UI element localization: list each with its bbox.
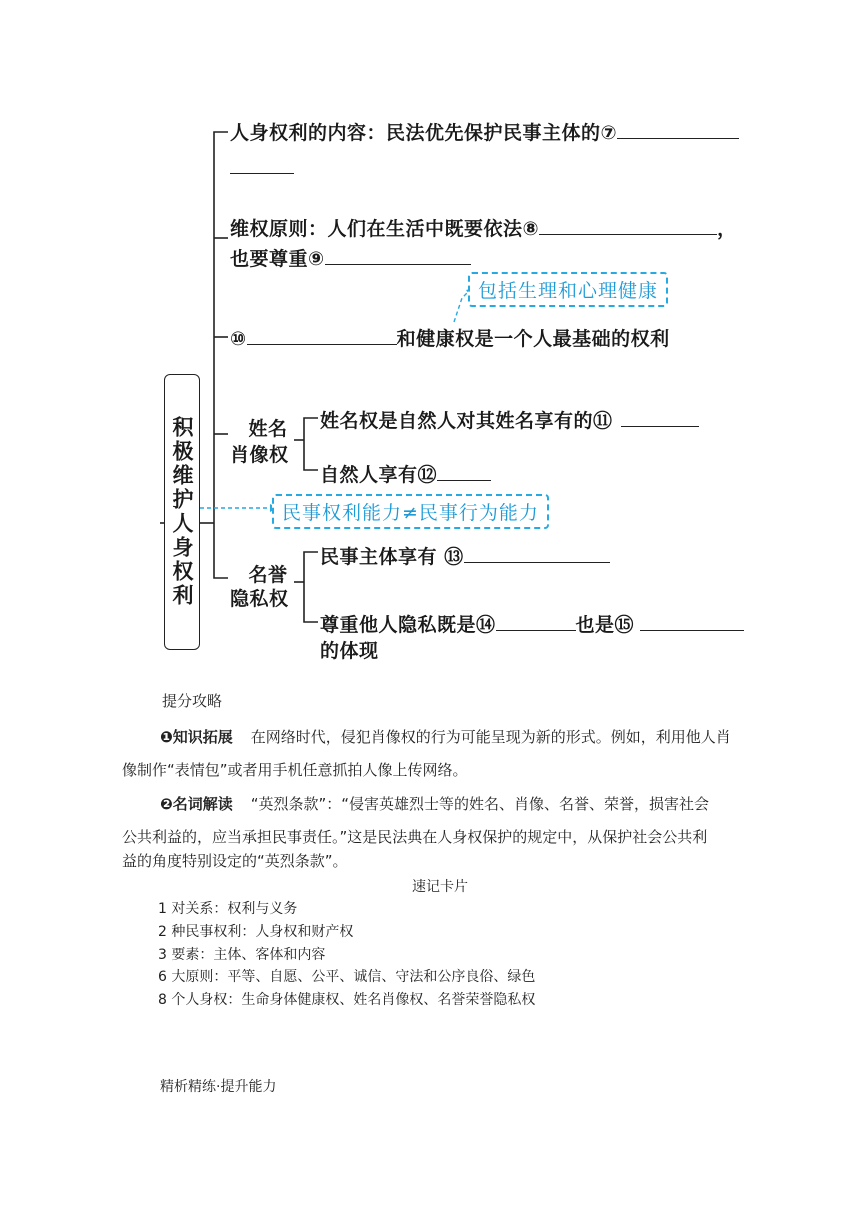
answer-blank-7[interactable] xyxy=(617,137,739,139)
note-health-definition: 包括生理和心理健康 xyxy=(468,272,668,307)
branch-rights-principle-line2: 也要尊重⑨ xyxy=(230,244,471,271)
section-heading-practice: 精析精练·提升能力 xyxy=(160,1079,277,1095)
item-privacy-respect: 尊重他人隐私既是⑭ 也是⑮ xyxy=(320,610,744,637)
answer-blank-10[interactable] xyxy=(247,343,397,345)
answer-blank-8[interactable] xyxy=(539,233,717,235)
label-name-portrait-1: 姓名 xyxy=(248,418,288,440)
label-reputation-privacy-2: 隐私权 xyxy=(230,588,289,610)
tip-term-explanation-line3: 益的角度特别设定的“英烈条款”。 xyxy=(122,852,348,870)
item-portrait-right: 自然人享有⑫ xyxy=(320,460,491,487)
answer-blank-14[interactable] xyxy=(496,629,576,631)
answer-blank-13[interactable] xyxy=(464,561,610,563)
tip-knowledge-extension-line2: 像制作“表情包”或者用手机任意抓拍人像上传网络。 xyxy=(122,761,468,779)
memory-card-line: 8 个人身权：生命身体健康权、姓名肖像权、名誉荣誉隐私权 xyxy=(158,992,536,1008)
label-name-portrait-2: 肖像权 xyxy=(230,444,289,466)
memory-card-line: 1 对关系：权利与义务 xyxy=(158,901,298,917)
note-civil-capacity: 民事权利能力≠民事行为能力 xyxy=(272,494,549,529)
tips-heading: 提分攻略 xyxy=(162,692,223,710)
answer-blank-11[interactable] xyxy=(621,425,699,427)
answer-blank-7-continued[interactable] xyxy=(230,172,294,174)
answer-blank-12[interactable] xyxy=(437,479,491,481)
answer-blank-9[interactable] xyxy=(325,263,471,265)
branch-life-health: ⑩ 和健康权是一个人最基础的权利 xyxy=(230,328,670,350)
item-privacy-respect-line2: 的体现 xyxy=(320,640,379,662)
memory-card-line: 6 大原则：平等、自愿、公平、诚信、守法和公序良俗、绿色 xyxy=(158,969,536,985)
memory-card-title: 速记卡片 xyxy=(412,879,468,895)
memory-card-line: 3 要素：主体、客体和内容 xyxy=(158,947,326,963)
tip-term-explanation-line2: 公共利益的，应当承担民事责任。”这是民法典在人身权保护的规定中，从保护社会公共利 xyxy=(122,828,708,846)
mindmap-root-title: 积极维护人身权利 xyxy=(164,374,200,650)
item-reputation-right: 民事主体享有 ⑬ xyxy=(320,542,610,569)
item-name-right: 姓名权是自然人对其姓名享有的⑪ xyxy=(320,406,699,433)
tip-term-explanation: ❷名词解读 “英烈条款”：“侵害英雄烈士等的姓名、肖像、名誉、荣誉，损害社会 xyxy=(160,795,710,813)
tip-knowledge-extension: ❶知识拓展 在网络时代，侵犯肖像权的行为可能呈现为新的形式。例如，利用他人肖 xyxy=(160,728,731,746)
answer-blank-15[interactable] xyxy=(640,629,744,631)
branch-rights-principle: 维权原则：人们在生活中既要依法⑧ ， xyxy=(230,218,737,240)
label-reputation-privacy-1: 名誉 xyxy=(248,564,288,586)
branch-person-rights-content: 人身权利的内容：民法优先保护民事主体的⑦ xyxy=(230,118,739,145)
memory-card-line: 2 种民事权利：人身权和财产权 xyxy=(158,924,354,940)
